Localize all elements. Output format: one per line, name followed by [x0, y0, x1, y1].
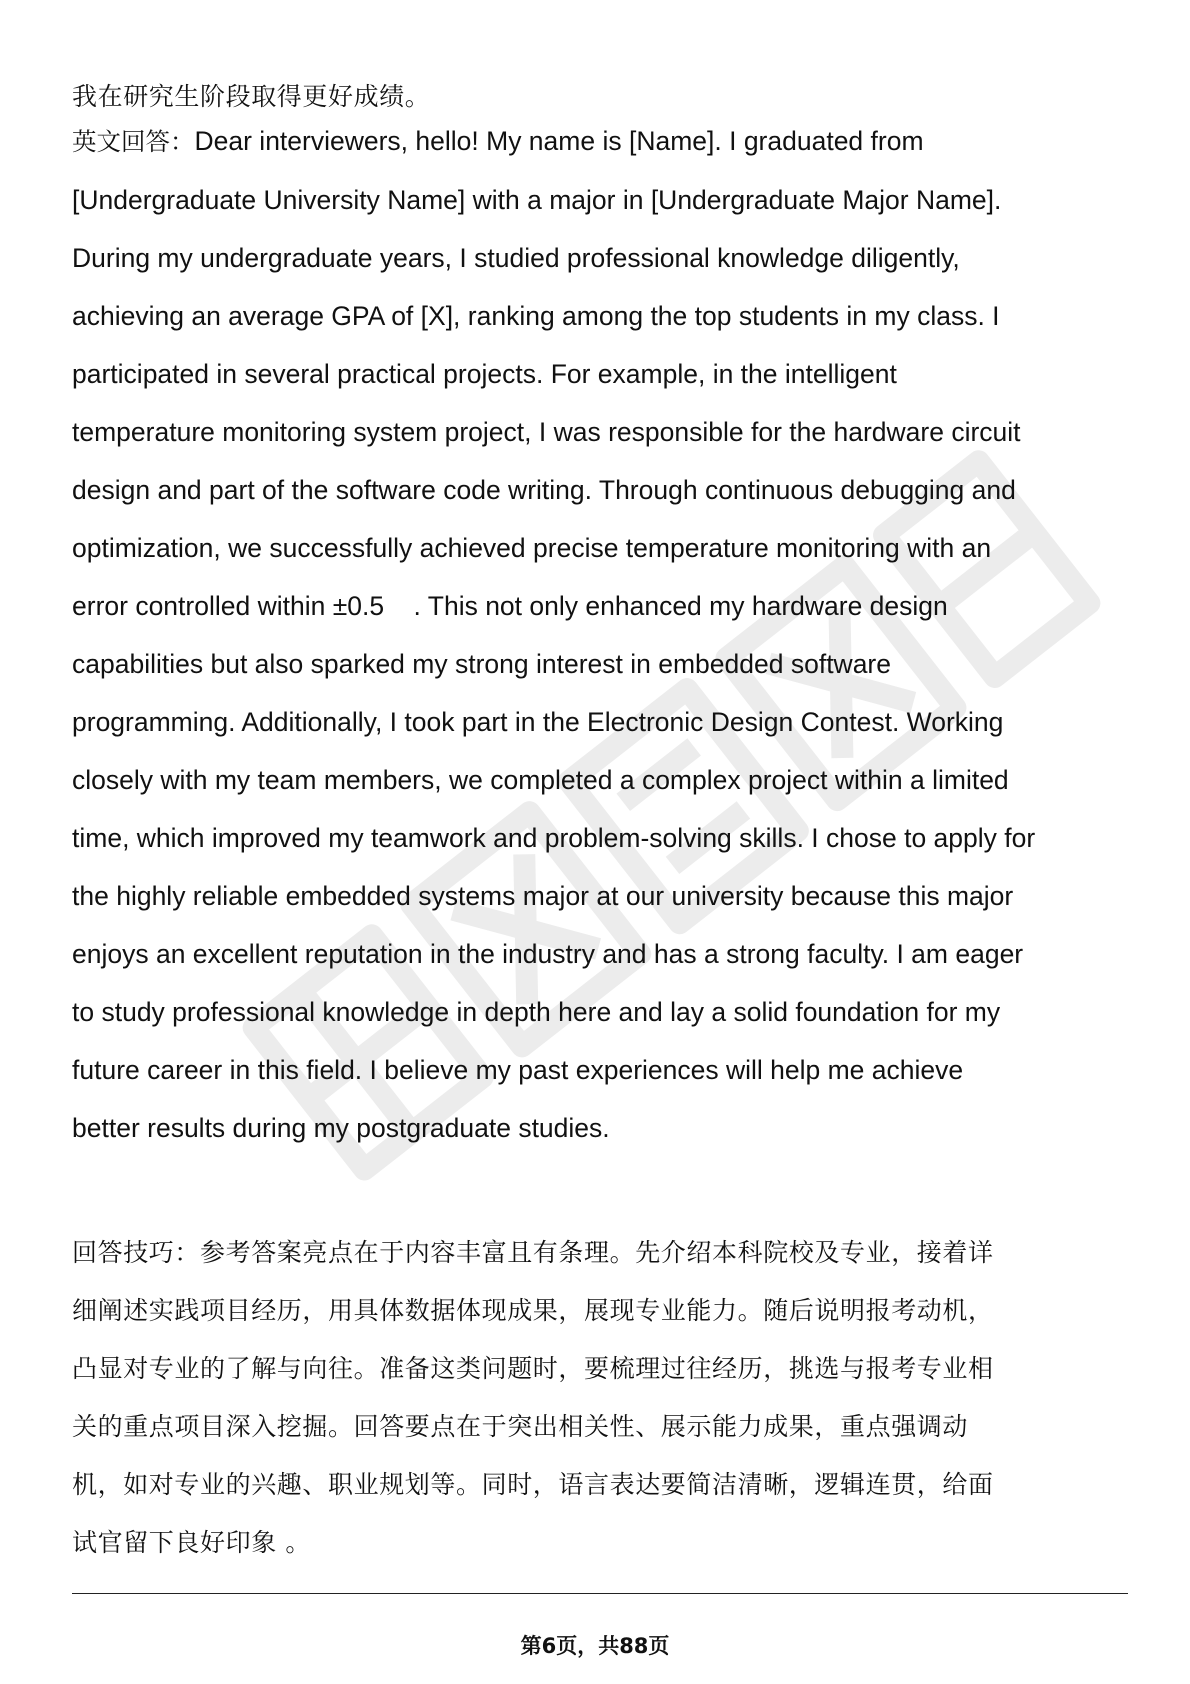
- english-answer-line: capabilities but also sparked my strong interest in embedded software: [72, 649, 891, 679]
- english-answer-line: participated in several practical projects. For example, in the intelligent: [72, 359, 897, 389]
- english-answer-line: achieving an average GPA of [X], ranking among the top students in my class. I: [72, 301, 1000, 331]
- tips-line: 回答技巧：参考答案亮点在于内容丰富且有条理。先介绍本科院校及专业，接着详: [72, 1238, 994, 1267]
- english-answer-line: [Undergraduate University Name] with a major in [Undergraduate Major Name].: [72, 185, 1002, 215]
- english-answer-paragraph: [72, 112, 1128, 1157]
- english-answer-line: closely with my team members, we completed a complex project within a limited: [72, 765, 1009, 795]
- tips-line: 凸显对专业的了解与向往。准备这类问题时，要梳理过往经历，挑选与报考专业相: [72, 1354, 994, 1383]
- tips-line: 试官留下良好印象 。: [72, 1528, 311, 1557]
- english-answer-line: optimization, we successfully achieved precise temperature monitoring with an: [72, 533, 992, 563]
- answer-tips-paragraph: [72, 1224, 1128, 1572]
- english-answer-line: error controlled within ±0.5 . This not only enhanced my hardware design: [72, 591, 948, 621]
- footer-divider: [72, 1593, 1128, 1594]
- english-answer-label: 英文回答：: [72, 127, 195, 156]
- english-answer-line: Dear interviewers, hello! My name is [Name]. I graduated from: [194, 126, 924, 156]
- english-answer-line: the highly reliable embedded systems major at our university because this major: [72, 881, 1014, 911]
- english-answer-line: time, which improved my teamwork and problem-solving skills. I chose to apply for: [72, 823, 1036, 853]
- english-answer-line: programming. Additionally, I took part in the Electronic Design Contest. Working: [72, 707, 1004, 737]
- tips-line: 细阐述实践项目经历，用具体数据体现成果，展现专业能力。随后说明报考动机，: [72, 1296, 994, 1325]
- paragraph-line: [72, 112, 1128, 171]
- tips-line: 机，如对专业的兴趣、职业规划等。同时，语言表达要简洁清晰，逻辑连贯，给面: [72, 1470, 994, 1499]
- english-answer-line: enjoys an excellent reputation in the industry and has a strong faculty. I am eager: [72, 939, 1024, 969]
- paragraph-line: 我在研究生阶段取得更好成绩。: [72, 82, 431, 111]
- english-answer-line: better results during my postgraduate studies.: [72, 1113, 610, 1143]
- english-answer-line: temperature monitoring system project, I was responsible for the hardware circuit: [72, 417, 1021, 447]
- english-answer-line: design and part of the software code writing. Through continuous debugging and: [72, 475, 1016, 505]
- english-answer-line: During my undergraduate years, I studied professional knowledge diligently,: [72, 243, 960, 273]
- page-number: 第6页，共88页: [520, 1634, 670, 1658]
- english-answer-line: future career in this field. I believe my past experiences will help me achieve: [72, 1055, 964, 1085]
- english-answer-line: to study professional knowledge in depth here and lay a solid foundation for my: [72, 997, 1001, 1027]
- tips-line: 关的重点项目深入挖掘。回答要点在于突出相关性、展示能力成果，重点强调动: [72, 1412, 969, 1441]
